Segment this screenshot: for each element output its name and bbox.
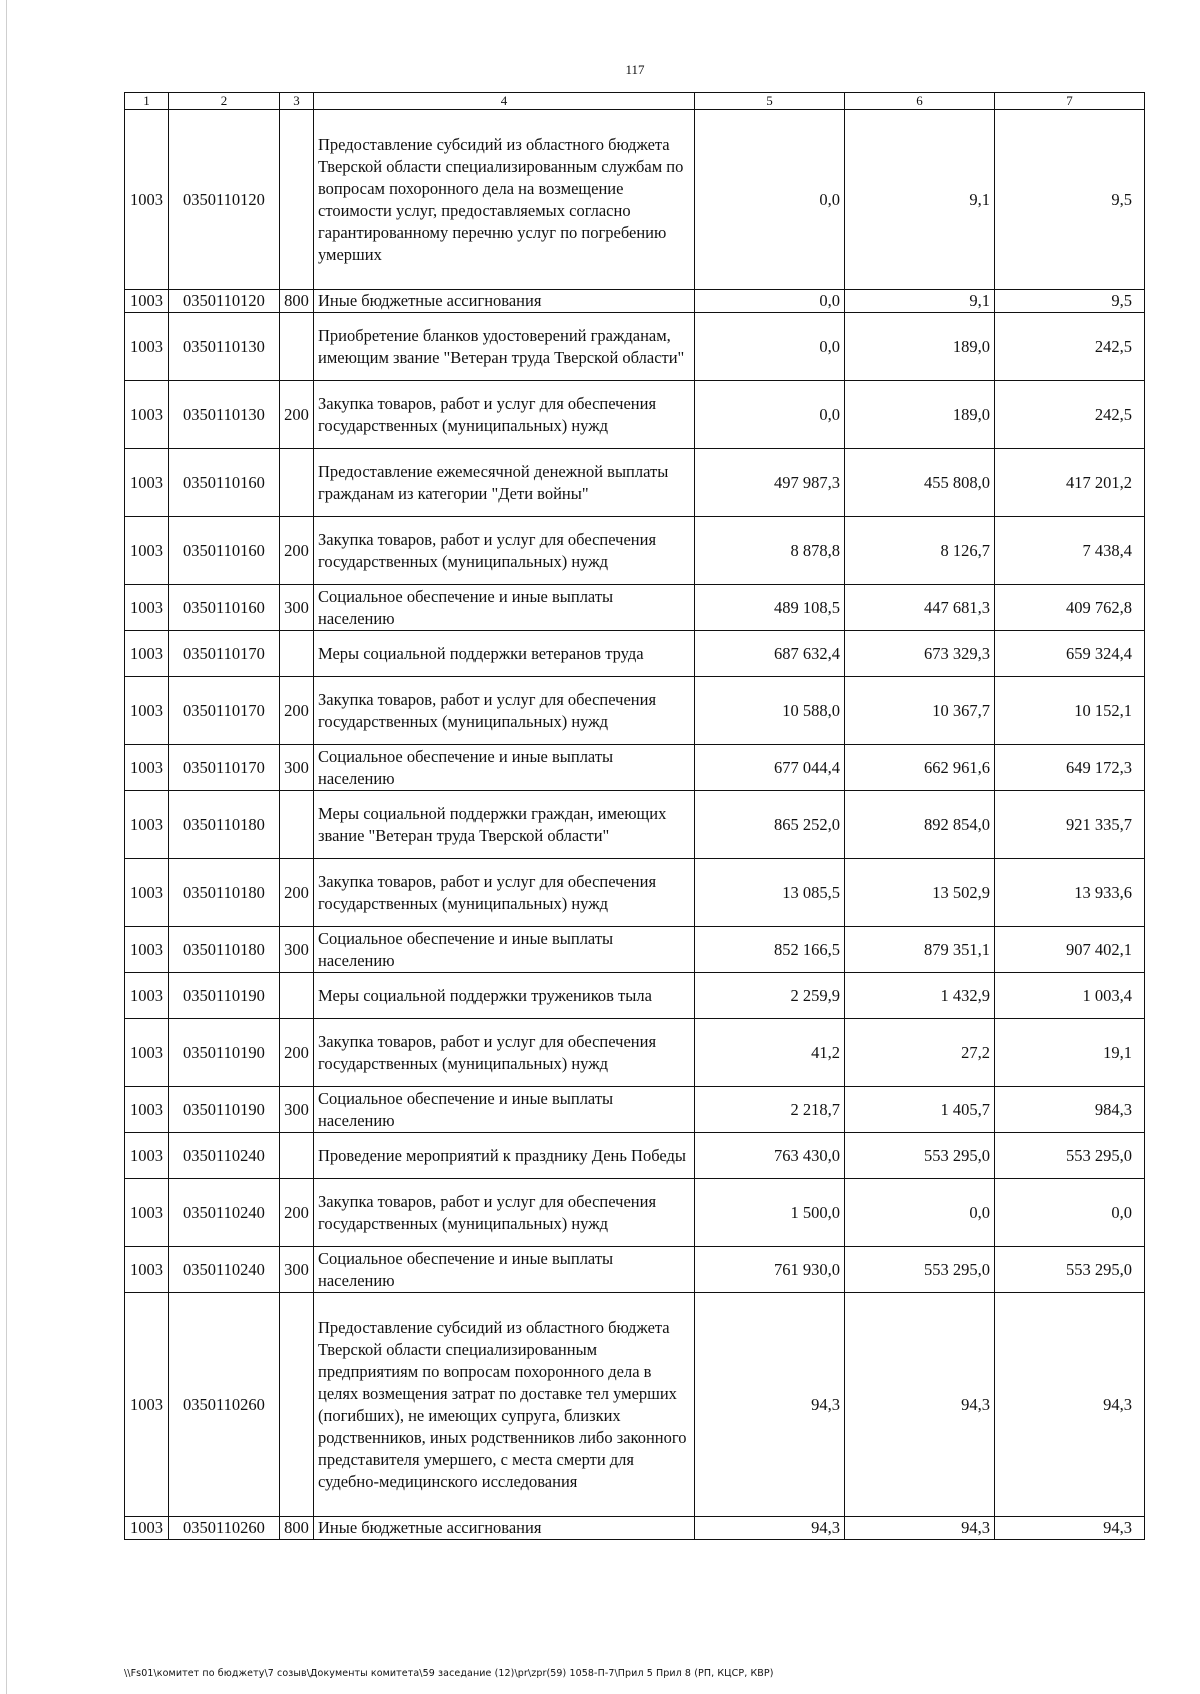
section-code: 1003 <box>125 973 169 1019</box>
amount-year-1: 0,0 <box>695 381 845 449</box>
table-row <box>125 290 1145 313</box>
target-article-code: 0350110240 <box>169 1179 280 1247</box>
item-name: Социальное обеспечение и иные выплаты населению <box>314 1087 695 1133</box>
expense-kind-code <box>280 791 314 859</box>
table-row <box>125 517 1145 585</box>
amount-year-1: 0,0 <box>695 290 845 313</box>
item-name: Меры социальной поддержки ветеранов труда <box>314 631 695 677</box>
expense-kind-code: 200 <box>280 1019 314 1087</box>
amount-year-3: 659 324,4 <box>995 631 1145 677</box>
amount-year-3: 94,3 <box>995 1293 1145 1517</box>
budget-table <box>124 92 1145 1540</box>
amount-year-2: 94,3 <box>845 1517 995 1540</box>
target-article-code: 0350110240 <box>169 1247 280 1293</box>
scan-margin-line <box>6 0 7 1694</box>
amount-year-3: 7 438,4 <box>995 517 1145 585</box>
target-article-code: 0350110190 <box>169 1087 280 1133</box>
amount-year-2: 1 432,9 <box>845 973 995 1019</box>
item-name: Иные бюджетные ассигнования <box>314 290 695 313</box>
amount-year-2: 189,0 <box>845 381 995 449</box>
amount-year-1: 94,3 <box>695 1517 845 1540</box>
target-article-code: 0350110160 <box>169 585 280 631</box>
expense-kind-code <box>280 110 314 290</box>
target-article-code: 0350110260 <box>169 1293 280 1517</box>
amount-year-2: 673 329,3 <box>845 631 995 677</box>
item-name: Меры социальной поддержки тружеников тыла <box>314 973 695 1019</box>
item-name: Приобретение бланков удостоверений гражданам, имеющим звание "Ветеран труда Тверской области" <box>314 313 695 381</box>
section-code: 1003 <box>125 927 169 973</box>
expense-kind-code: 200 <box>280 1179 314 1247</box>
item-name: Закупка товаров, работ и услуг для обеспечения государственных (муниципальных) нужд <box>314 677 695 745</box>
amount-year-2: 553 295,0 <box>845 1247 995 1293</box>
amount-year-1: 2 259,9 <box>695 973 845 1019</box>
amount-year-2: 9,1 <box>845 110 995 290</box>
table-row <box>125 677 1145 745</box>
item-name: Закупка товаров, работ и услуг для обеспечения государственных (муниципальных) нужд <box>314 1179 695 1247</box>
page-number: 117 <box>625 62 645 77</box>
amount-year-2: 10 367,7 <box>845 677 995 745</box>
amount-year-2: 9,1 <box>845 290 995 313</box>
target-article-code: 0350110170 <box>169 631 280 677</box>
target-article-code: 0350110180 <box>169 791 280 859</box>
table-row <box>125 1133 1145 1179</box>
amount-year-2: 27,2 <box>845 1019 995 1087</box>
amount-year-3: 984,3 <box>995 1087 1145 1133</box>
table-row <box>125 927 1145 973</box>
expense-kind-code <box>280 973 314 1019</box>
item-name: Закупка товаров, работ и услуг для обеспечения государственных (муниципальных) нужд <box>314 517 695 585</box>
item-name: Меры социальной поддержки граждан, имеющих звание "Ветеран труда Тверской области" <box>314 791 695 859</box>
item-name: Проведение мероприятий к празднику День Победы <box>314 1133 695 1179</box>
section-code: 1003 <box>125 449 169 517</box>
expense-kind-code <box>280 313 314 381</box>
amount-year-2: 0,0 <box>845 1179 995 1247</box>
expense-kind-code: 300 <box>280 585 314 631</box>
target-article-code: 0350110130 <box>169 313 280 381</box>
target-article-code: 0350110160 <box>169 449 280 517</box>
table-row <box>125 1517 1145 1540</box>
expense-kind-code: 200 <box>280 381 314 449</box>
section-code: 1003 <box>125 1517 169 1540</box>
expense-kind-code: 300 <box>280 1087 314 1133</box>
amount-year-2: 94,3 <box>845 1293 995 1517</box>
amount-year-1: 0,0 <box>695 110 845 290</box>
target-article-code: 0350110260 <box>169 1517 280 1540</box>
table-row <box>125 585 1145 631</box>
section-code: 1003 <box>125 1133 169 1179</box>
section-code: 1003 <box>125 1087 169 1133</box>
section-code: 1003 <box>125 1293 169 1517</box>
expense-kind-code: 200 <box>280 859 314 927</box>
target-article-code: 0350110190 <box>169 973 280 1019</box>
amount-year-3: 553 295,0 <box>995 1247 1145 1293</box>
target-article-code: 0350110120 <box>169 110 280 290</box>
amount-year-1: 761 930,0 <box>695 1247 845 1293</box>
amount-year-2: 8 126,7 <box>845 517 995 585</box>
section-code: 1003 <box>125 677 169 745</box>
target-article-code: 0350110170 <box>169 677 280 745</box>
expense-kind-code: 800 <box>280 1517 314 1540</box>
amount-year-2: 892 854,0 <box>845 791 995 859</box>
amount-year-1: 94,3 <box>695 1293 845 1517</box>
table-row <box>125 745 1145 791</box>
column-header: 1 <box>125 93 169 110</box>
section-code: 1003 <box>125 585 169 631</box>
target-article-code: 0350110130 <box>169 381 280 449</box>
amount-year-2: 553 295,0 <box>845 1133 995 1179</box>
amount-year-3: 242,5 <box>995 381 1145 449</box>
table-row <box>125 313 1145 381</box>
section-code: 1003 <box>125 381 169 449</box>
section-code: 1003 <box>125 631 169 677</box>
table-row <box>125 791 1145 859</box>
expense-kind-code: 300 <box>280 745 314 791</box>
expense-kind-code: 300 <box>280 1247 314 1293</box>
item-name: Предоставление субсидий из областного бюджета Тверской области специализированным предприятиям по вопросам похоронного дела в целях возмещения затрат по доставке тел умерших (погибших), не имеющих супруга, близких родственников, иных родственников либо законного представителя умершего, с места смерти для судебно-медицинского исследования <box>314 1293 695 1517</box>
target-article-code: 0350110180 <box>169 859 280 927</box>
section-code: 1003 <box>125 1247 169 1293</box>
amount-year-3: 907 402,1 <box>995 927 1145 973</box>
column-header: 3 <box>280 93 314 110</box>
expense-kind-code: 800 <box>280 290 314 313</box>
amount-year-3: 1 003,4 <box>995 973 1145 1019</box>
section-code: 1003 <box>125 859 169 927</box>
amount-year-2: 455 808,0 <box>845 449 995 517</box>
expense-kind-code: 200 <box>280 677 314 745</box>
table-row <box>125 1087 1145 1133</box>
amount-year-1: 852 166,5 <box>695 927 845 973</box>
section-code: 1003 <box>125 1019 169 1087</box>
amount-year-1: 677 044,4 <box>695 745 845 791</box>
amount-year-2: 13 502,9 <box>845 859 995 927</box>
item-name: Закупка товаров, работ и услуг для обеспечения государственных (муниципальных) нужд <box>314 1019 695 1087</box>
table-row <box>125 631 1145 677</box>
item-name: Социальное обеспечение и иные выплаты населению <box>314 1247 695 1293</box>
amount-year-1: 2 218,7 <box>695 1087 845 1133</box>
amount-year-1: 41,2 <box>695 1019 845 1087</box>
target-article-code: 0350110120 <box>169 290 280 313</box>
column-header: 2 <box>169 93 280 110</box>
item-name: Социальное обеспечение и иные выплаты населению <box>314 927 695 973</box>
amount-year-3: 13 933,6 <box>995 859 1145 927</box>
amount-year-1: 489 108,5 <box>695 585 845 631</box>
expense-kind-code: 200 <box>280 517 314 585</box>
target-article-code: 0350110190 <box>169 1019 280 1087</box>
expense-kind-code <box>280 1293 314 1517</box>
amount-year-3: 19,1 <box>995 1019 1145 1087</box>
column-header: 5 <box>695 93 845 110</box>
file-path-footer: \\Fs01\комитет по бюджету\7 созыв\Документы комитета\59 заседание (12)\pr\zpr(59) 1058-П-7\Прил 5 Прил 8 (РП, КЦСР, КВР) <box>124 1668 774 1679</box>
table-row <box>125 1293 1145 1517</box>
amount-year-1: 10 588,0 <box>695 677 845 745</box>
table-row <box>125 110 1145 290</box>
table-row <box>125 859 1145 927</box>
expense-kind-code <box>280 449 314 517</box>
table-row <box>125 381 1145 449</box>
target-article-code: 0350110160 <box>169 517 280 585</box>
item-name: Предоставление ежемесячной денежной выплаты гражданам из категории "Дети войны" <box>314 449 695 517</box>
amount-year-1: 8 878,8 <box>695 517 845 585</box>
amount-year-2: 879 351,1 <box>845 927 995 973</box>
amount-year-3: 649 172,3 <box>995 745 1145 791</box>
amount-year-3: 9,5 <box>995 290 1145 313</box>
column-number-header-row <box>125 93 1145 110</box>
item-name: Иные бюджетные ассигнования <box>314 1517 695 1540</box>
amount-year-2: 1 405,7 <box>845 1087 995 1133</box>
amount-year-1: 1 500,0 <box>695 1179 845 1247</box>
amount-year-1: 865 252,0 <box>695 791 845 859</box>
amount-year-3: 921 335,7 <box>995 791 1145 859</box>
amount-year-1: 0,0 <box>695 313 845 381</box>
item-name: Социальное обеспечение и иные выплаты населению <box>314 585 695 631</box>
column-header: 7 <box>995 93 1145 110</box>
section-code: 1003 <box>125 313 169 381</box>
table-row <box>125 1179 1145 1247</box>
expense-kind-code <box>280 631 314 677</box>
amount-year-3: 9,5 <box>995 110 1145 290</box>
table-row <box>125 449 1145 517</box>
amount-year-3: 417 201,2 <box>995 449 1145 517</box>
table-row <box>125 1019 1145 1087</box>
amount-year-2: 447 681,3 <box>845 585 995 631</box>
expense-kind-code <box>280 1133 314 1179</box>
amount-year-2: 189,0 <box>845 313 995 381</box>
amount-year-2: 662 961,6 <box>845 745 995 791</box>
item-name: Закупка товаров, работ и услуг для обеспечения государственных (муниципальных) нужд <box>314 381 695 449</box>
amount-year-1: 497 987,3 <box>695 449 845 517</box>
expense-kind-code: 300 <box>280 927 314 973</box>
amount-year-3: 0,0 <box>995 1179 1145 1247</box>
amount-year-3: 94,3 <box>995 1517 1145 1540</box>
amount-year-1: 763 430,0 <box>695 1133 845 1179</box>
item-name: Социальное обеспечение и иные выплаты населению <box>314 745 695 791</box>
section-code: 1003 <box>125 791 169 859</box>
section-code: 1003 <box>125 745 169 791</box>
target-article-code: 0350110170 <box>169 745 280 791</box>
amount-year-3: 10 152,1 <box>995 677 1145 745</box>
amount-year-1: 13 085,5 <box>695 859 845 927</box>
target-article-code: 0350110180 <box>169 927 280 973</box>
item-name: Закупка товаров, работ и услуг для обеспечения государственных (муниципальных) нужд <box>314 859 695 927</box>
column-header: 6 <box>845 93 995 110</box>
amount-year-3: 242,5 <box>995 313 1145 381</box>
target-article-code: 0350110240 <box>169 1133 280 1179</box>
amount-year-1: 687 632,4 <box>695 631 845 677</box>
table-row <box>125 973 1145 1019</box>
section-code: 1003 <box>125 290 169 313</box>
item-name: Предоставление субсидий из областного бюджета Тверской области специализированным службам по вопросам похоронного дела на возмещение стоимости услуг, предоставляемых согласно гарантированному перечню услуг по погребению умерших <box>314 110 695 290</box>
section-code: 1003 <box>125 1179 169 1247</box>
section-code: 1003 <box>125 110 169 290</box>
section-code: 1003 <box>125 517 169 585</box>
column-header: 4 <box>314 93 695 110</box>
amount-year-3: 409 762,8 <box>995 585 1145 631</box>
table-row <box>125 1247 1145 1293</box>
amount-year-3: 553 295,0 <box>995 1133 1145 1179</box>
